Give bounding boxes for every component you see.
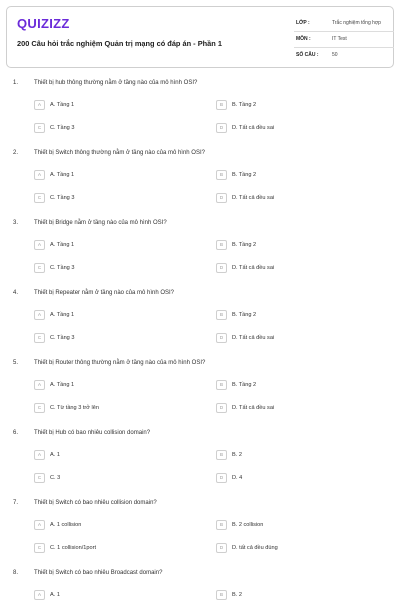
question-item bbox=[0, 220, 400, 290]
question-item bbox=[0, 430, 400, 500]
option-text: B. 2 bbox=[232, 451, 242, 458]
option-letter-box: A bbox=[34, 100, 45, 110]
option-letter-box: A bbox=[34, 170, 45, 180]
meta-value: 50 bbox=[332, 52, 338, 58]
question-number: 1. bbox=[13, 80, 19, 86]
meta-label: MÔN : bbox=[296, 36, 311, 42]
option-letter-box: D bbox=[216, 123, 227, 133]
option-text: B. 2 bbox=[232, 591, 242, 598]
option-letter-box: B bbox=[216, 450, 227, 460]
question-item bbox=[0, 570, 400, 600]
option-letter-box: D bbox=[216, 473, 227, 483]
option-text: B. Tầng 2 bbox=[232, 311, 257, 318]
meta-label: LỚP : bbox=[296, 20, 310, 26]
page-title: 200 Câu hỏi trắc nghiệm Quản trị mạng có đáp án - Phần 1 bbox=[17, 39, 222, 48]
option-text: A. Tầng 1 bbox=[50, 101, 75, 108]
option-letter-box: B bbox=[216, 380, 227, 390]
question-text: Thiết bị hub thông thường nằm ở tầng nào của mô hình OSI? bbox=[34, 80, 198, 86]
question-item bbox=[0, 80, 400, 150]
option-text: A. 1 collision bbox=[50, 521, 82, 528]
question-text: Thiết bị Switch thông thường nằm ở tầng nào của mô hình OSI? bbox=[34, 150, 205, 156]
option-text: D. Tất cả đều sai bbox=[232, 404, 275, 411]
meta-row-class bbox=[294, 16, 394, 32]
option-text: B. 2 collision bbox=[232, 521, 264, 528]
option-letter-box: D bbox=[216, 403, 227, 413]
option-text: B. Tầng 2 bbox=[232, 101, 257, 108]
question-text: Thiết bị Hub có bao nhiêu collision domain? bbox=[34, 430, 151, 436]
option-text: D. Tất cả đều sai bbox=[232, 194, 275, 201]
option-text: A. Tầng 1 bbox=[50, 171, 75, 178]
question-number: 5. bbox=[13, 360, 19, 366]
option-letter-box: C bbox=[34, 193, 45, 203]
question-text: Thiết bị Switch có bao nhiêu Broadcast domain? bbox=[34, 570, 163, 576]
option-letter-box: D bbox=[216, 333, 227, 343]
option-text: B. Tầng 2 bbox=[232, 241, 257, 248]
option-letter-box: C bbox=[34, 263, 45, 273]
meta-value: IT Test bbox=[332, 36, 347, 42]
question-item bbox=[0, 360, 400, 430]
option-text: C. Tầng 3 bbox=[50, 264, 75, 271]
option-letter-box: C bbox=[34, 543, 45, 553]
meta-row-count bbox=[294, 48, 394, 64]
option-text: D. Tất cả đều sai bbox=[232, 264, 275, 271]
meta-table bbox=[294, 16, 394, 64]
question-text: Thiết bị Switch có bao nhiêu collision domain? bbox=[34, 500, 157, 506]
option-letter-box: A bbox=[34, 520, 45, 530]
option-text: C. 1 collision/1port bbox=[50, 544, 97, 551]
option-text: A. 1 bbox=[50, 591, 60, 598]
option-letter-box: D bbox=[216, 543, 227, 553]
option-text: A. Tầng 1 bbox=[50, 381, 75, 388]
option-letter-box: A bbox=[34, 380, 45, 390]
worksheet-header bbox=[6, 6, 394, 68]
option-text: D. 4 bbox=[232, 474, 243, 481]
option-letter-box: D bbox=[216, 263, 227, 273]
question-text: Thiết bị Repeater nằm ở tầng nào của mô hình OSI? bbox=[34, 290, 175, 296]
option-letter-box: D bbox=[216, 193, 227, 203]
option-text: C. Tầng 3 bbox=[50, 124, 75, 131]
option-text: C. Tầng 3 bbox=[50, 334, 75, 341]
option-text: B. Tầng 2 bbox=[232, 171, 257, 178]
meta-value: Trắc nghiệm tổng hợp bbox=[332, 20, 381, 26]
question-item bbox=[0, 150, 400, 220]
option-letter-box: C bbox=[34, 333, 45, 343]
option-letter-box: B bbox=[216, 100, 227, 110]
option-text: A. Tầng 1 bbox=[50, 241, 75, 248]
question-number: 7. bbox=[13, 500, 19, 506]
option-text: B. Tầng 2 bbox=[232, 381, 257, 388]
option-letter-box: A bbox=[34, 450, 45, 460]
option-text: D. Tất cả đều sai bbox=[232, 334, 275, 341]
question-number: 8. bbox=[13, 570, 19, 576]
question-number: 3. bbox=[13, 220, 19, 226]
question-item bbox=[0, 290, 400, 360]
option-letter-box: B bbox=[216, 240, 227, 250]
option-text: C. Từ tầng 3 trở lên bbox=[50, 404, 99, 411]
option-letter-box: B bbox=[216, 170, 227, 180]
option-letter-box: C bbox=[34, 123, 45, 133]
option-text: A. 1 bbox=[50, 451, 60, 458]
option-text: C. 3 bbox=[50, 474, 61, 481]
question-text: Thiết bị Bridge nằm ở tầng nào của mô hình OSI? bbox=[34, 220, 167, 226]
option-letter-box: C bbox=[34, 403, 45, 413]
meta-label: SỐ CÂU : bbox=[296, 52, 319, 58]
option-text: D. tất cả đều đúng bbox=[232, 544, 278, 551]
question-number: 6. bbox=[13, 430, 19, 436]
option-text: D. Tất cả đều sai bbox=[232, 124, 275, 131]
question-number: 4. bbox=[13, 290, 19, 296]
meta-row-subject bbox=[294, 32, 394, 48]
option-letter-box: C bbox=[34, 473, 45, 483]
option-letter-box: B bbox=[216, 520, 227, 530]
option-letter-box: A bbox=[34, 310, 45, 320]
question-text: Thiết bị Router thông thường nằm ở tầng nào của mô hình OSI? bbox=[34, 360, 206, 366]
option-letter-box: A bbox=[34, 240, 45, 250]
quizizz-logo[interactable]: QUIZIZZ bbox=[17, 16, 70, 31]
option-text: A. Tầng 1 bbox=[50, 311, 75, 318]
option-letter-box: B bbox=[216, 590, 227, 600]
question-item bbox=[0, 500, 400, 570]
option-letter-box: A bbox=[34, 590, 45, 600]
option-letter-box: B bbox=[216, 310, 227, 320]
option-text: C. Tầng 3 bbox=[50, 194, 75, 201]
question-number: 2. bbox=[13, 150, 19, 156]
